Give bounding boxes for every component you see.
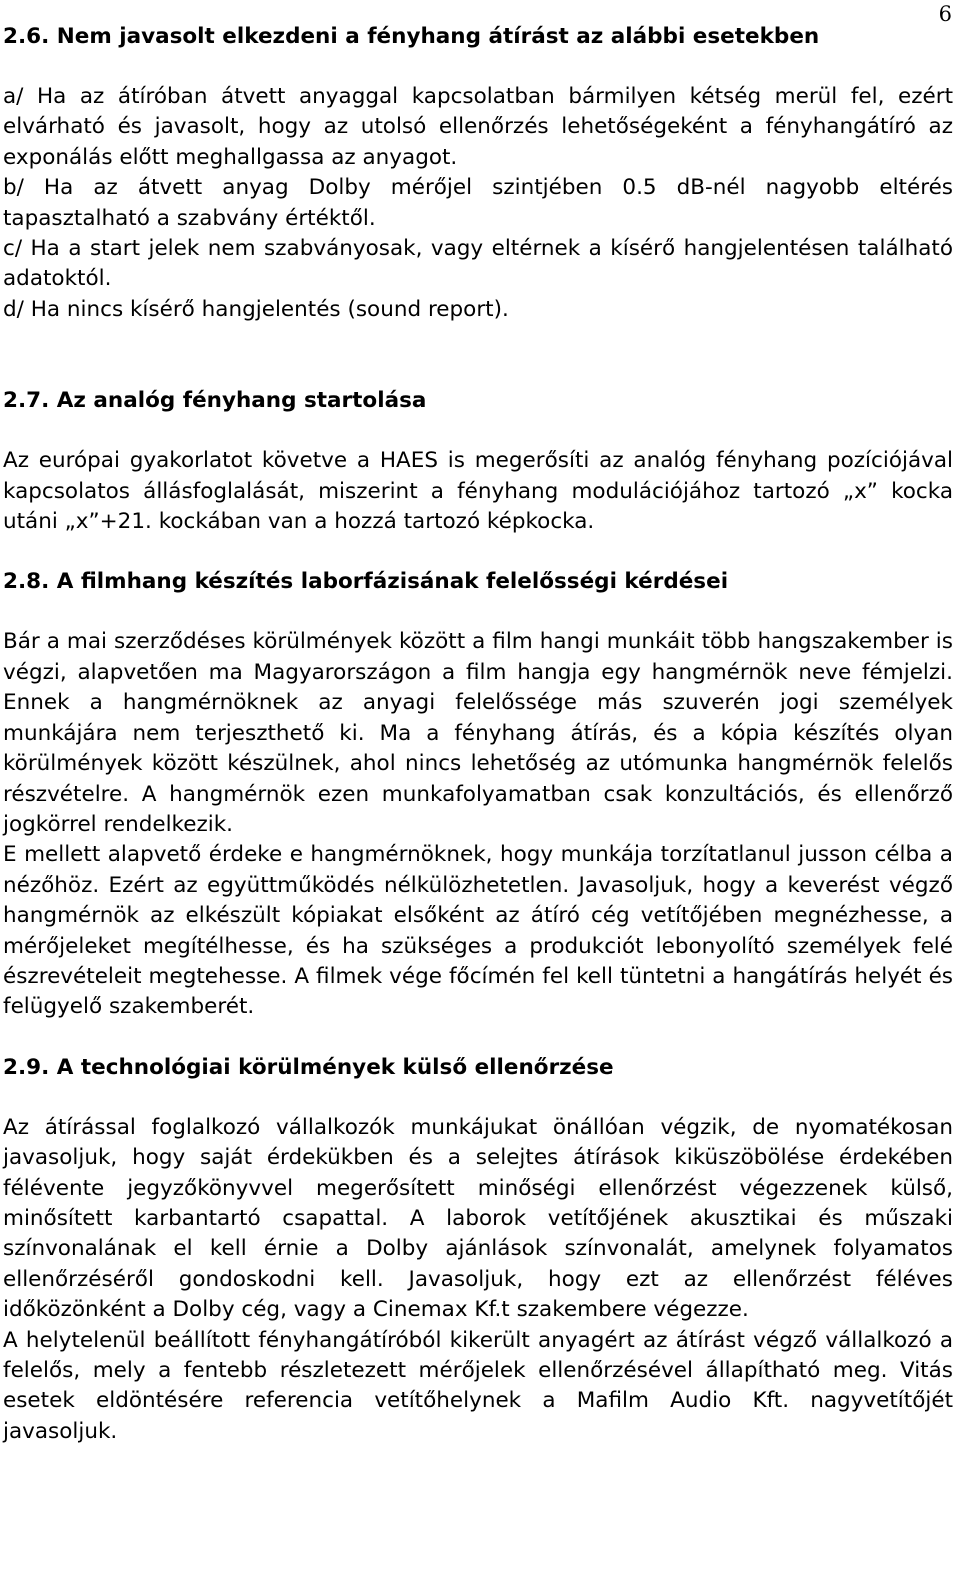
document-page (3, 22, 953, 1447)
paragraph: b/ Ha az átvett anyag Dolby mérőjel szintjében 0.5 dB-nél nagyobb eltérés tapasztalható a szabvány értéktől. (3, 175, 953, 231)
section-2-7 (3, 386, 953, 537)
paragraph: A helytelenül beállított fényhangátíróból kikerült anyagért az átírást végző vállalkozó a felelős, mely a fentebb részletezett mérőjelek ellenőrzésével állapítható meg. Vitás esetek eldöntésére referencia vetítőhelynek a Mafilm Audio Kft. nagyvetítőjét javasoljuk. (3, 1327, 953, 1444)
section-2-6 (3, 22, 953, 325)
section-heading: 2.6. Nem javasolt elkezdeni a fényhang átírást az alábbi esetekben (3, 24, 820, 49)
page-number: 6 (938, 2, 952, 26)
paragraph: c/ Ha a start jelek nem szabványosak, vagy eltérnek a kísérő hangjelentésen található adatoktól. (3, 236, 953, 292)
section-heading: 2.9. A technológiai körülmények külső ellenőrzése (3, 1054, 614, 1080)
paragraph: E mellett alapvető érdeke e hangmérnöknek, hogy munkája torzítatlanul jusson célba a nézőhöz. Ezért az együttműködés nélkülözhetetlen. Javasoljuk, hogy a keverést végző hangmérnök az elkészült kópiakat elsőként az átíró cég vetítőjében megnézhesse, a mérőjeleket megítélhesse, és ha szükséges a produkciót lebonyolító személyek felé észrevételeit megtehesse. A filmek vége főcímén fel kell tüntetni a hangátírás helyét és felügyelő szakemberét. (3, 842, 953, 1020)
section-2-9 (3, 1053, 953, 1447)
paragraph: Az átírással foglalkozó vállalkozók munkájukat önállóan végzik, de nyomatékosan javasoljuk, hogy saját érdekükben és a selejtes átírások kiküszöbölése érdekében félévente jegyzőkönyvvel megerősített minőségi ellenőrzést végezzenek külső, minősített karbantartó csapattal. A laborok vetítőjének akusztikai és műszaki színvonalának el kell érnie a Dolby ajánlások színvonalát, amelynek folyamatos ellenőrzéséről gondoskodni kell. Javasoljuk, hogy ezt az ellenőrzést féléves időközönként a Dolby cég, vagy a Cinemax Kf.t szakembere végezze. (3, 1114, 953, 1323)
paragraph: Bár a mai szerződéses körülmények között a film hangi munkáit több hangszakember is végzi, alapvetően ma Magyarországon a film hangja egy hangmérnök neve fémjelzi. Ennek a hangmérnöknek az anyagi felelőssége más szuverén jogi személyek munkájára nem terjeszthető ki. Ma a fényhang átírás, és a kópia készítés olyan körülmények között készülnek, ahol nincs lehetőség az utómunka hangmérnök felelős részvételre. A hangmérnök ezen munkafolyamatban csak konzultációs, és ellenőrző jogkörrel rendelkezik. (3, 629, 953, 837)
paragraph: Az európai gyakorlatot követve a HAES is megerősíti az analóg fényhang pozíciójával kapcsolatos állásfoglalását, miszerint a fényhang modulációjához tartozó „x” kocka utáni „x”+21. kockában van a hozzá tartozó képkocka. (3, 448, 953, 535)
paragraph: a/ Ha az átíróban átvett anyaggal kapcsolatban bármilyen kétség merül fel, ezért elvárható és javasolt, hogy az utolsó ellenőrzés lehetőségeként a fényhangátíró az exponálás előtt meghallgassa az anyagot. (3, 84, 953, 170)
section-heading: 2.8. A filmhang készítés laborfázisának felelősségi kérdései (3, 569, 729, 595)
section-2-8 (3, 567, 953, 1022)
paragraph: d/ Ha nincs kísérő hangjelentés (sound report). (3, 296, 509, 322)
section-heading: 2.7. Az analóg fényhang startolása (3, 388, 427, 414)
